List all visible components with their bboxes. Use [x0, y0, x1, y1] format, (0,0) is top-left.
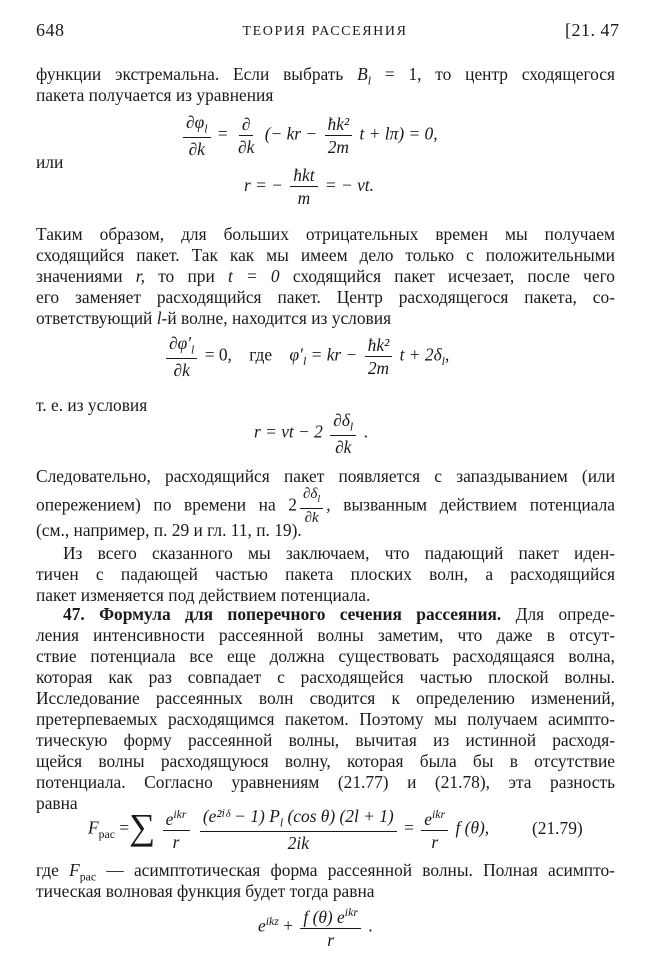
paragraph-line: Следовательно, расходящийся пакет появляется с запаздыванием (или [36, 466, 615, 486]
section-heading: Формула для поперечного сечения рассеяния. [99, 604, 502, 624]
page-number: 648 [36, 20, 65, 40]
paragraph-line: тичен с падающей частью пакета плоских волн, а расходящийся [36, 564, 615, 584]
paragraph-line: сходящийся пакет. Так как мы имеем дело только с положительными [36, 245, 615, 265]
paragraph-line: его заменяет расходящийся пакет. Центр расходящегося пакета, со- [36, 287, 615, 307]
fraction: $\frac{\text{ħkt}}{m}$ [290, 166, 317, 208]
fraction: $\frac{e^{ikr}}{r}$ [163, 808, 190, 851]
paragraph-line: опережением) по времени на 2 $\frac{\partial\delta_l}{\partial k}$ , вызванным действием потенциала [36, 486, 615, 526]
paragraph-line: которая как раз совпадает с расходящейся частью плоской волны. [36, 667, 615, 687]
paragraph-line: щейся волны расходящуюся волну, которая была бы в отсутствие [36, 751, 615, 771]
paragraph-line: Из всего сказанного мы заключаем, что падающий пакет иден- [63, 543, 615, 563]
paragraph-line: где $F_{рас}$ — асимптотическая форма рассеянной волны. Полная асимпто- [36, 860, 615, 884]
running-title: ТЕОРИЯ РАССЕЯНИЯ [242, 24, 408, 39]
fraction: $\frac{f (\theta) e^{ikr}}{r}$ [300, 906, 361, 949]
paragraph-line: претерпеваемых расходящимся пакетом. Поэтому мы получаем асимпто- [36, 709, 615, 729]
paragraph-line: т. е. из условия [36, 395, 148, 415]
paragraph-line: Таким образом, для больших отрицательных времен мы получаем [36, 224, 615, 244]
paragraph-line: равна [36, 793, 78, 813]
equation-21-79: $F_{рас}$ =∑ $\frac{e^{ikr}}{r}$ $\frac{(e^{2i}ᵟ - 1) P_l (\cos \theta) (2l + 1)}{2ik}$ = $\frac{e^{ikr}}{r}$ f (θ), [88, 806, 490, 853]
paragraph-line: (см., например, п. 29 и гл. 11, п. 19). [36, 520, 302, 540]
section-number: 47. [63, 604, 85, 624]
paragraph-line: ответствующий l-й волне, находится из условия [36, 308, 392, 328]
equation-6: $e^{ikz}$ + $\frac{f (\theta) e^{ikr}}{r}$ . [258, 905, 373, 951]
paragraph-line: или [36, 152, 64, 172]
paragraph-line: пакета получается из уравнения [36, 85, 274, 105]
paragraph-line: ствие потенциала все еще должна существовать расходящаяся волна, [36, 646, 615, 666]
equation-2: r = − $\frac{\text{ħkt}}{m}$ = − vt. [244, 165, 374, 209]
fraction: $\frac{\partial\delta_l}{\partial k}$ [300, 487, 323, 526]
fraction: $\frac{(e^{2i}ᵟ - 1) P_l (\cos \theta) (2l + 1)}{2ik}$ [200, 807, 397, 852]
paragraph-line: тическая волновая функция будет тогда равна [36, 881, 375, 901]
equation-3: $\frac{\partial\varphi'_l}{\partial k}$ = 0, где $\varphi'_l$ = kr − $\frac{\text{ħk²}}{2m}$ $t + 2\delta_l$, [163, 334, 449, 379]
fraction: $\frac{\partial\delta_l}{\partial k}$ [330, 411, 356, 456]
paragraph-line: ления интенсивности рассеянной волны заметим, что даже в отсут- [36, 625, 615, 645]
fraction: $\frac{\partial}{\partial k}$ [238, 113, 255, 158]
paragraph-line: пакет изменяется под действием потенциала. [36, 585, 371, 605]
paragraph-line: потенциала. Согласно уравнениям (21.77) и (21.78), эта разность [36, 772, 615, 792]
paragraph-line: функции экстремальна. Если выбрать $B_l = 1$, то центр сходящегося [36, 64, 615, 88]
fraction: $\frac{\partial\varphi_l}{\partial k}$ [183, 113, 211, 158]
fraction: $\frac{\text{ħk²}}{2m}$ [365, 336, 393, 378]
section-number: [21. 47 [565, 20, 620, 40]
paragraph-line: Исследование рассеянных волн сводится к определению изменений, [36, 688, 615, 708]
section-heading-line: 47. Формула для поперечного сечения рассеяния. Для опреде- [63, 604, 615, 624]
equation-number: (21.79) [532, 818, 583, 838]
fraction: $\frac{\partial\varphi'_l}{\partial k}$ [166, 334, 197, 379]
fraction: $\frac{\text{ħk²}}{2m}$ [325, 115, 353, 157]
paragraph-line: значениями r, то при t = 0 сходящийся пакет исчезает, после чего [36, 266, 615, 286]
fraction: $\frac{e^{ikr}}{r}$ [421, 808, 448, 851]
equation-1: $\frac{\partial\varphi_l}{\partial k}$ = $\frac{\partial}{\partial k}$ (− kr − $\frac{\text{ħk²}}{2m}$ t + lπ) = 0, [180, 113, 438, 158]
equation-4: r = vt − 2 $\frac{\partial\delta_l}{\partial k}$ . [254, 410, 368, 457]
paragraph-line: тическую форму рассеянной волны, вычитая из истинной расходя- [36, 730, 615, 750]
